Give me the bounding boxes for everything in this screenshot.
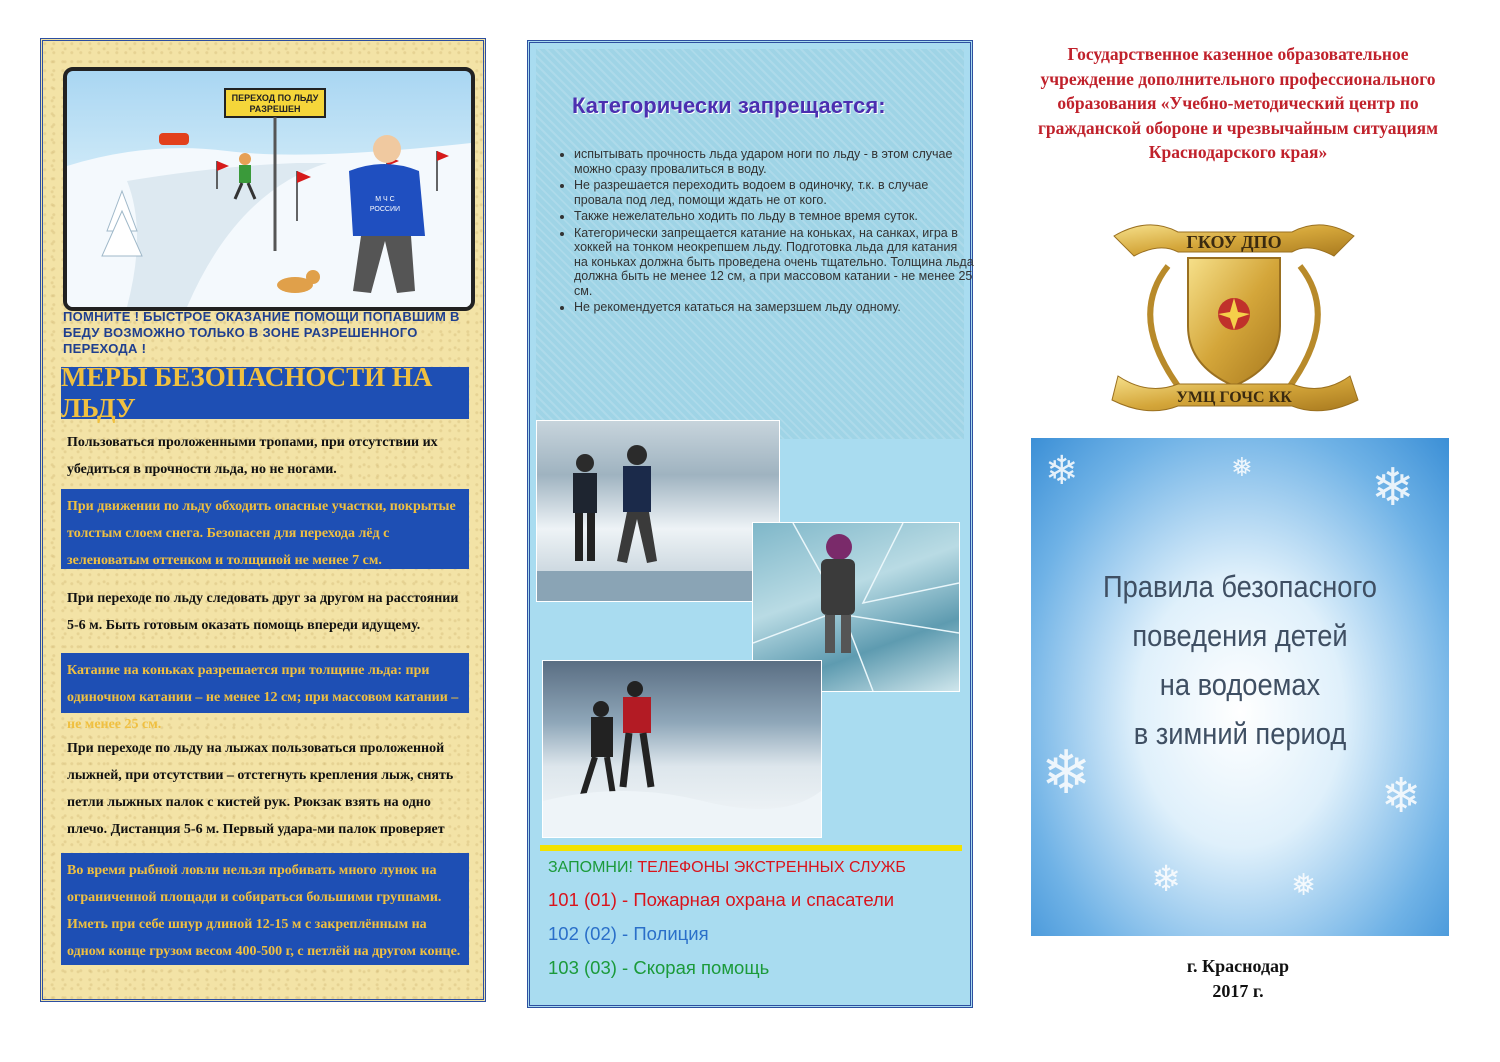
cover-title-line: на водоемах [1159,667,1321,702]
snowflake-icon: ❄ [1151,858,1182,899]
year: 2017 г. [1212,981,1264,1001]
prohibition-item: • Также нежелательно ходить по льду в темное время суток. [574,209,974,224]
prohibitions-block [536,49,974,439]
yellow-divider [540,845,962,851]
prohibition-item: • испытывать прочность льда ударом ноги по льду - в этом случае можно сразу провалиться в воду. [574,147,974,176]
snowflake-icon: ❄ [1371,459,1415,517]
prohibition-item: • Не разрешается переходить водоем в одиночку, т.к. в случае провала под лед, помощи ждать не от кого. [574,178,974,207]
photo-children-on-ice [536,420,780,602]
organization-name: Государственное казенное образовательное учреждение дополнительного профессионального образования «Учебно-методический центр по гражданской обороне и чрезвычайным ситуациям Краснодарского края» [1037,44,1439,162]
left-panel [40,38,486,1002]
prohibition-item: • Не рекомендуется кататься на замерзшем льду одному. [574,300,974,315]
cover-title-line: поведения детей [1132,618,1348,653]
emblem-bottom-text: УМЦ ГОЧС КК [1176,389,1292,406]
safety-paragraph-2: При движении по льду обходить опасные участки, покрытые толстым слоем снега. Безопасен для перехода лёд с зеленоватым оттенком и толщиной не менее 7 см. [61,489,469,569]
city: г. Краснодар [1186,956,1290,976]
emergency-phones [548,859,906,979]
remember-label: ЗАПОМНИ! [548,859,633,876]
cover-image [1031,438,1449,936]
cover-title-line: в зимний период [1133,716,1347,751]
warning-text: ПОМНИТЕ ! БЫСТРОЕ ОКАЗАНИЕ ПОМОЩИ ПОПАВШИМ В БЕДУ ВОЗМОЖНО ТОЛЬКО В ЗОНЕ РАЗРЕШЕННОГО ПЕРЕХОДА ! [63,309,460,356]
safety-paragraph-5: При переходе по льду на лыжах пользоваться проложенной лыжней, при отсутствии – отстегнуть крепления лыж, снять петли лыжных палок с кистей рук. Рюкзак взять на одно плечо. Дистанция 5-6 м. Первый удара-ми палок проверяет [67,741,454,837]
snowflake-icon: ❄ [1041,739,1092,806]
snowflake-icon: ❄ [1381,770,1422,823]
vest-text-line2: РОССИИ [369,206,401,213]
safety-paragraph-6: Во время рыбной ловли нельзя пробивать много лунок на ограниченной площади и собираться большими группами. Иметь при себе шнур длиной 12-15 м с закреплённым на одном конце грузом весом 400-500 г, с петлёй на другом конце. [61,853,469,965]
emblem-top-text: ГКОУ ДПО [1186,232,1282,252]
snowflake-icon: ❅ [1291,869,1317,902]
left-panel-title: МЕРЫ БЕЗОПАСНОСТИ НА ЛЬДУ [61,367,469,419]
phones-title: ТЕЛЕФОНЫ ЭКСТРЕННЫХ СЛУЖБ [637,859,906,876]
ice-crossing-illustration [63,67,475,311]
phone-fire-rescue: 101 (01) - Пожарная охрана и спасатели [548,889,895,910]
sign-text-line2: РАЗРЕШЕН [249,104,301,114]
safety-paragraph-1: Пользоваться проложенными тропами, при отсутствии их убедиться в прочности льда, но не ногами. [67,435,438,477]
snowflake-icon: ❄ [1045,449,1079,493]
photo-children-on-ice-floes [542,660,822,838]
footer [1140,954,1336,1004]
organization-emblem [1108,196,1360,422]
safety-paragraph-4: Катание на коньках разрешается при толщине льда: при одиночном катании – не менее 12 см; при массовом катании – не менее 25 см. [61,653,469,713]
prohibition-item: • Категорически запрещается катание на коньках, на санках, игра в хоккей на тонком неокрепшем льду. Подготовка льда для катания на коньках должна быть проведена очень тщательно. Толщина льда должна быть не менее 12 см, а при массовом катании - не менее 25 см. [574,226,974,299]
safety-paragraph-3: При переходе по льду следовать друг за другом на расстоянии 5-6 м. Быть готовым оказать помощь впереди идущему. [67,591,459,633]
phone-police: 102 (02) - Полиция [548,923,709,944]
phone-ambulance: 103 (03) - Скорая помощь [548,957,770,978]
cover-title [1056,562,1424,758]
cover-title-line: Правила безопасного [1103,569,1377,604]
sign-text-line1: ПЕРЕХОД ПО ЛЬДУ [231,93,319,103]
vest-text-line1: М Ч С [375,196,395,203]
prohibitions-list [558,147,974,317]
snowflake-icon: ❅ [1231,452,1253,482]
prohibitions-title: Категорически запрещается: [572,93,886,118]
